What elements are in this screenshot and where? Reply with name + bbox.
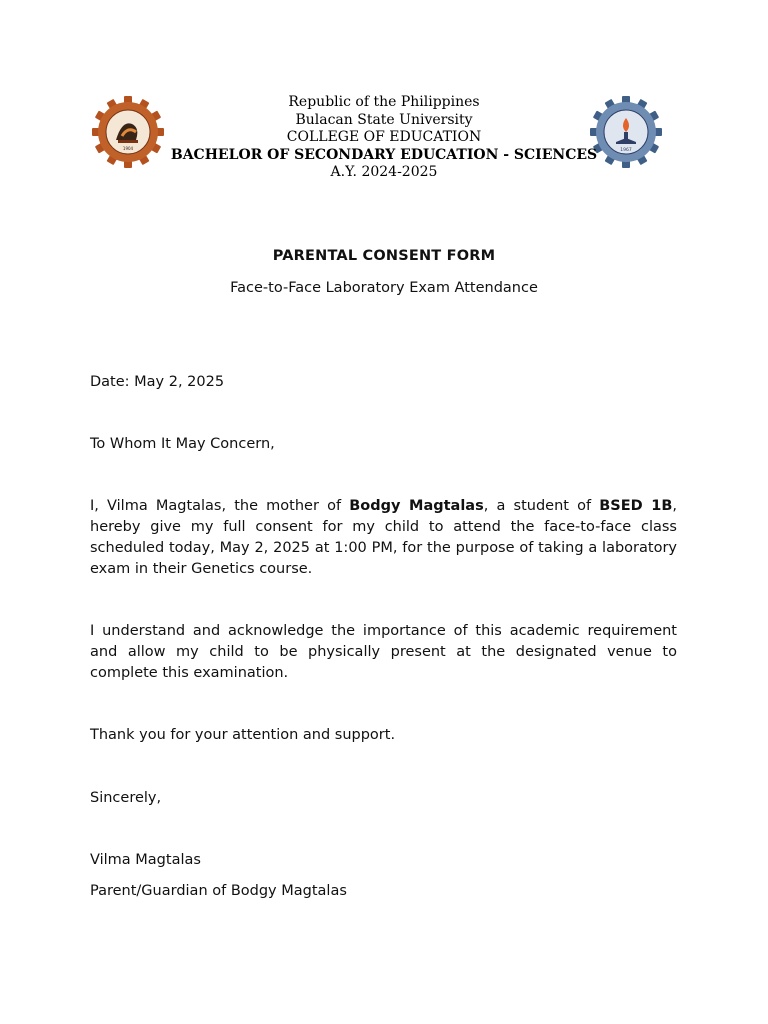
college-name: COLLEGE OF EDUCATION	[286, 129, 482, 145]
academic-year: A.Y. 2024-2025	[330, 164, 438, 180]
consent-text-b: , a student of	[483, 498, 600, 514]
letter-date: Date: May 2, 2025	[90, 374, 225, 390]
student-section: BSED 1B	[599, 498, 673, 514]
closing-line: Sincerely,	[90, 790, 162, 806]
university-name: Bulacan State University	[295, 111, 473, 128]
consent-paragraph	[90, 496, 677, 580]
thank-you-line: Thank you for your attention and support.	[90, 727, 396, 743]
acknowledgement-paragraph: I understand and acknowledge the importance of this academic requirement and allow my child to be physically present at the designated venue to complete this examination.	[90, 623, 677, 681]
student-name: Bodgy Magtalas	[349, 498, 484, 514]
bulsu-seal-logo	[92, 96, 164, 168]
consent-text-a: I, Vilma Magtalas, the mother of	[90, 498, 350, 514]
form-subtitle: Face-to-Face Laboratory Exam Attendance	[230, 280, 538, 296]
svg-text:1904: 1904	[122, 146, 134, 151]
program-name: BACHELOR OF SECONDARY EDUCATION - SCIENCES	[170, 146, 598, 163]
letterhead	[160, 94, 608, 182]
consent-text-c: , hereby give my full consent for my child to attend the face-to-face class scheduled today, May 2, 2025 at 1:00 PM, for the purpose of taking a laboratory exam in their Genetics course.	[90, 498, 678, 577]
signer-role: Parent/Guardian of Bodgy Magtalas	[90, 883, 347, 899]
letter-salutation: To Whom It May Concern,	[90, 436, 275, 452]
form-title: PARENTAL CONSENT FORM	[272, 248, 496, 264]
signer-name: Vilma Magtalas	[90, 852, 201, 868]
republic-line: Republic of the Philippines	[288, 94, 480, 110]
svg-text:1967: 1967	[620, 148, 632, 153]
